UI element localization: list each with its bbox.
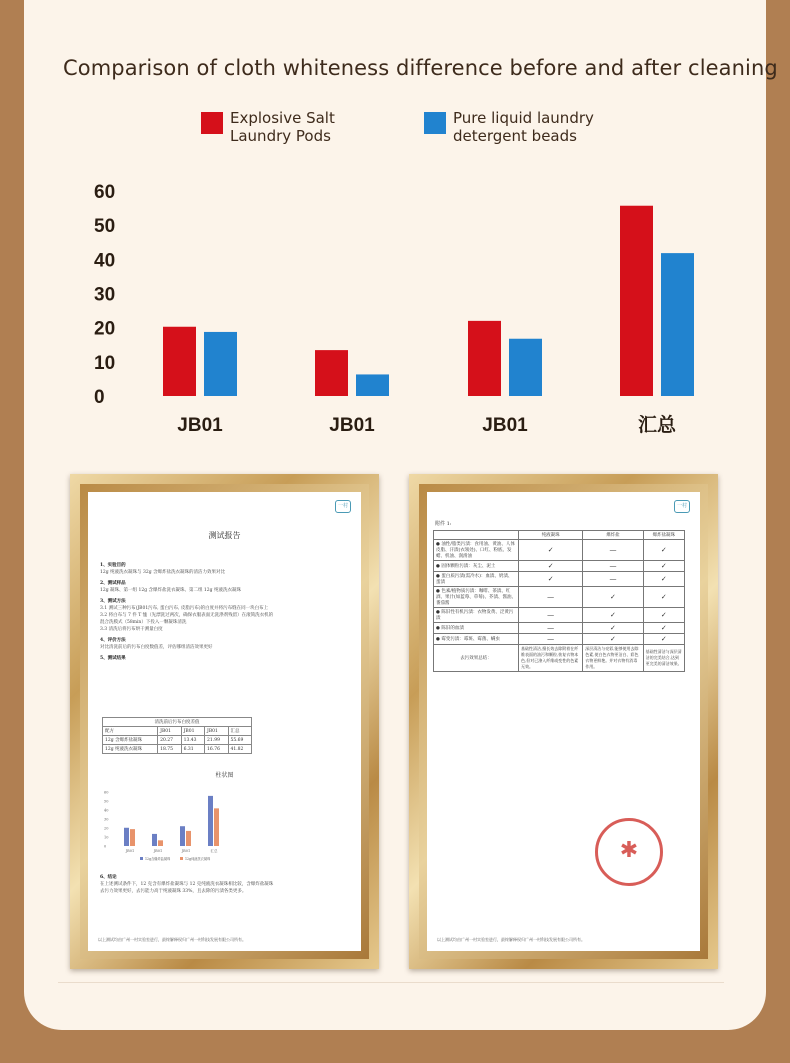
table-header-cell: JB01 — [205, 727, 228, 736]
check-mark-icon: ✓ — [643, 623, 684, 634]
mini-x-tick: JB01 — [181, 849, 191, 853]
check-mark-icon: ✓ — [519, 540, 583, 561]
legend-label: Pure liquid laundry detergent beads — [453, 109, 594, 145]
dash-mark-icon: — — [583, 572, 643, 587]
mini-bar — [152, 834, 157, 846]
conclusion-section — [100, 870, 349, 895]
check-mark-icon: ✓ — [519, 572, 583, 587]
annex-label: 附件 1: — [435, 521, 452, 527]
summary-row — [434, 645, 685, 672]
y-tick-label: 40 — [94, 250, 116, 272]
right-certificate-frame — [409, 474, 718, 969]
mini-bar — [186, 831, 191, 846]
y-tick-label: 20 — [94, 318, 116, 340]
bar-pure-liquid — [204, 332, 237, 396]
stain-type-cell: ● 霉变污渍：霉斑、霉菌、螨虫 — [434, 634, 519, 645]
x-tick-label: JB01 — [177, 415, 223, 436]
table-cell: 12g 含爆炸盐凝珠 — [103, 736, 158, 745]
mini-bar — [208, 796, 213, 846]
dash-mark-icon: — — [519, 623, 583, 634]
dash-mark-icon: — — [583, 561, 643, 572]
report-heading: 测试报告 — [208, 531, 241, 540]
table-caption: 清洗前后污布白度差值 — [103, 718, 252, 727]
check-mark-icon: ✓ — [643, 587, 684, 608]
x-tick-label: JB01 — [482, 415, 528, 436]
y-tick-label: 60 — [94, 182, 116, 203]
stain-type-cell: ● 蛋白质污渍(需冷水)：血渍、奶渍、蛋渍 — [434, 572, 519, 587]
stain-comparison-table — [433, 530, 685, 672]
bar-explosive-salt — [163, 327, 196, 396]
mini-y-tick: 20 — [104, 826, 109, 831]
legend-label: Explosive Salt Laundry Pods — [230, 109, 335, 145]
stain-type-cell: ● 油性/脂类污渍：食用油、黄油、人体皮脂、汗渍(衣领处)、口红、粉底、发蜡、机油、润滑油 — [434, 540, 519, 561]
table-cell: 21.99 — [205, 736, 228, 745]
bar-pure-liquid — [661, 253, 694, 396]
mini-bar — [180, 826, 185, 846]
table-header-row — [434, 531, 685, 540]
section-heading: 4、评价方法 — [100, 638, 126, 643]
body-line: 对比清洗前后的污布白度数值差，评估哪组清洁效果更好 — [100, 645, 213, 650]
company-logo-icon: 一村 — [335, 500, 351, 513]
mini-bar — [214, 808, 219, 846]
table-cell: 55.69 — [228, 736, 252, 745]
section-heading: 1、实验目的 — [100, 563, 126, 568]
table-cell: 6.31 — [181, 745, 204, 754]
mini-y-tick: 30 — [104, 817, 109, 822]
mini-bar — [124, 828, 129, 846]
test-report-document — [88, 492, 361, 951]
check-mark-icon: ✓ — [583, 587, 643, 608]
table-row — [103, 736, 252, 745]
body-line: 3.1 测试三种污布(JB01污布, 蛋白污布, 皮脂污布)的白度并将污布缝在同一块白布上 — [100, 606, 269, 611]
stain-type-cell: ● 陈旧的血渍 — [434, 623, 519, 634]
check-mark-icon: ✓ — [583, 634, 643, 645]
body-line: 3.3 清洗后将污布烘干测量白度 — [100, 627, 163, 632]
summary-cell: 基础性清洁,擅长效去除附着在纤维表面的油污和颗粒,恢复衣物本色,但对已渗入纤维或变性的色素无效。 — [519, 645, 583, 672]
result-table — [102, 717, 252, 754]
stain-type-cell: ● 固体颗粒污渍：灰尘、泥土 — [434, 561, 519, 572]
x-tick-label: JB01 — [329, 415, 375, 436]
frame-inner — [80, 484, 369, 959]
body-line: 混合洗模式（58min）下投入一颗凝珠清洗 — [100, 620, 187, 625]
bar-pure-liquid — [356, 374, 389, 396]
mini-y-tick: 10 — [104, 835, 109, 840]
mini-legend-label: 12g纯液洗衣凝珠 — [185, 857, 211, 861]
mini-legend-swatch — [140, 857, 143, 860]
company-seal-stamp: ✱ — [595, 818, 663, 886]
frame-inner — [419, 484, 708, 959]
divider — [58, 982, 724, 983]
table-row — [434, 634, 685, 645]
table-cell: 13.43 — [181, 736, 204, 745]
mini-bar-chart — [100, 784, 250, 864]
mini-y-tick: 40 — [104, 808, 109, 813]
dash-mark-icon: — — [519, 587, 583, 608]
table-header-cell: JB01 — [158, 727, 181, 736]
body-line: 12g 纯液洗衣凝珠与 32g 含爆炸盐洗衣凝珠的清洁力效果对比 — [100, 570, 226, 575]
bar-explosive-salt — [315, 350, 348, 396]
y-tick-label: 50 — [94, 216, 116, 238]
table-row — [434, 540, 685, 561]
y-tick-label: 0 — [94, 387, 105, 408]
table-cell: 18.75 — [158, 745, 181, 754]
mini-x-tick: JB01 — [153, 849, 163, 853]
table-row — [434, 587, 685, 608]
table-header-cell: 汇总 — [228, 727, 252, 736]
check-mark-icon: ✓ — [643, 572, 684, 587]
bar-explosive-salt — [468, 321, 501, 396]
bar-pure-liquid — [509, 339, 542, 396]
section-heading: 2、测试样品 — [100, 581, 126, 586]
section-heading: 3、测试方法 — [100, 599, 126, 604]
mini-y-tick: 50 — [104, 799, 109, 804]
section-heading: 5、测试结果 — [100, 656, 126, 661]
check-mark-icon: ✓ — [643, 561, 684, 572]
table-header-cell: JB01 — [181, 727, 204, 736]
mini-legend-swatch — [180, 857, 183, 860]
section-heading: 6、结论 — [100, 875, 117, 880]
stain-type-cell: ● 陈旧性有机污渍：衣物发黄、泛黄污渍 — [434, 608, 519, 623]
dash-mark-icon: — — [519, 608, 583, 623]
check-mark-icon: ✓ — [583, 623, 643, 634]
dash-mark-icon: — — [519, 634, 583, 645]
x-tick-label: 汇总 — [637, 415, 677, 436]
check-mark-icon: ✓ — [519, 561, 583, 572]
comparison-annex-document — [427, 492, 700, 951]
body-line: 去污力效果更好，去污能力高于纯液凝珠 33%，且去除的污渍各类更多。 — [100, 889, 247, 894]
table-row — [434, 608, 685, 623]
summary-label: 去污效果总结： — [434, 645, 519, 672]
dash-mark-icon: — — [583, 540, 643, 561]
bar-chart — [0, 0, 790, 460]
table-cell: 16.76 — [205, 745, 228, 754]
mini-bar — [130, 829, 135, 846]
company-logo-icon: 一村 — [674, 500, 690, 513]
mini-x-tick: 汇总 — [210, 849, 218, 853]
annex-footer: 以上测试均由广州一村实验室进行，最终解释权归广州一村科技发展有限公司所有。 — [437, 937, 585, 942]
mini-y-tick: 0 — [104, 844, 107, 849]
chart-title: Comparison of cloth whiteness difference before and after cleaning — [63, 56, 778, 80]
body-line: 在上述测试条件下，12 克含有爆炸盐凝珠与 12 克纯液洗衣凝珠相比较，含爆炸盐凝珠 — [100, 882, 274, 887]
mini-chart-title: 柱状图 — [215, 772, 234, 779]
report-body — [100, 558, 349, 662]
table-row — [103, 745, 252, 754]
table-row — [434, 623, 685, 634]
table-cell: 12g 纯液洗衣凝珠 — [103, 745, 158, 754]
summary-cell: 深层清洁与亮彩,能够使用去除色素,使白色衣物更洁白、彩色衣物更鲜艳。并对衣物有消毒作用。 — [583, 645, 643, 672]
table-header-cell: 配方 — [103, 727, 158, 736]
bar-explosive-salt — [620, 206, 653, 396]
table-header-cell: 爆炸盐 — [583, 531, 643, 540]
y-tick-label: 30 — [94, 284, 116, 306]
left-certificate-frame — [70, 474, 379, 969]
check-mark-icon: ✓ — [643, 634, 684, 645]
mini-legend-label: 12g含爆炸盐凝珠 — [145, 857, 171, 861]
mini-bar — [158, 840, 163, 846]
report-footer: 以上测试均由广州一村实验室进行，最终解释权归广州一村科技发展有限公司所有。 — [98, 937, 246, 942]
body-line: 3.2 将白布与 7 件 T 恤（先漂洗过两次，确保衣服表面无洗涤剂残留）在滚筒洗衣机的 — [100, 613, 274, 618]
table-cell: 41.82 — [228, 745, 252, 754]
check-mark-icon: ✓ — [643, 608, 684, 623]
table-header-row — [103, 727, 252, 736]
check-mark-icon: ✓ — [643, 540, 684, 561]
mini-x-tick: JB01 — [125, 849, 135, 853]
table-header-cell: 纯液凝珠 — [519, 531, 583, 540]
table-cell: 20.27 — [158, 736, 181, 745]
check-mark-icon: ✓ — [583, 608, 643, 623]
body-line: 12g 凝珠、第一组 12g 含爆炸盐洗衣凝珠、第二组 12g 纯液洗衣凝珠 — [100, 588, 241, 593]
table-header-cell — [434, 531, 519, 540]
table-row — [434, 561, 685, 572]
table-header-cell: 爆炸盐凝珠 — [643, 531, 684, 540]
y-tick-label: 10 — [94, 352, 116, 374]
mini-y-tick: 60 — [104, 790, 109, 795]
table-row — [434, 572, 685, 587]
stain-type-cell: ● 色素/植物质污渍：咖啡、茶渍、红酒、果汁(如蓝莓、草莓)、芥渍、酱油、番茄酱 — [434, 587, 519, 608]
summary-cell: 基础性清洁与深层清洁的完美结合,达到更完美的清洁效果。 — [643, 645, 684, 672]
